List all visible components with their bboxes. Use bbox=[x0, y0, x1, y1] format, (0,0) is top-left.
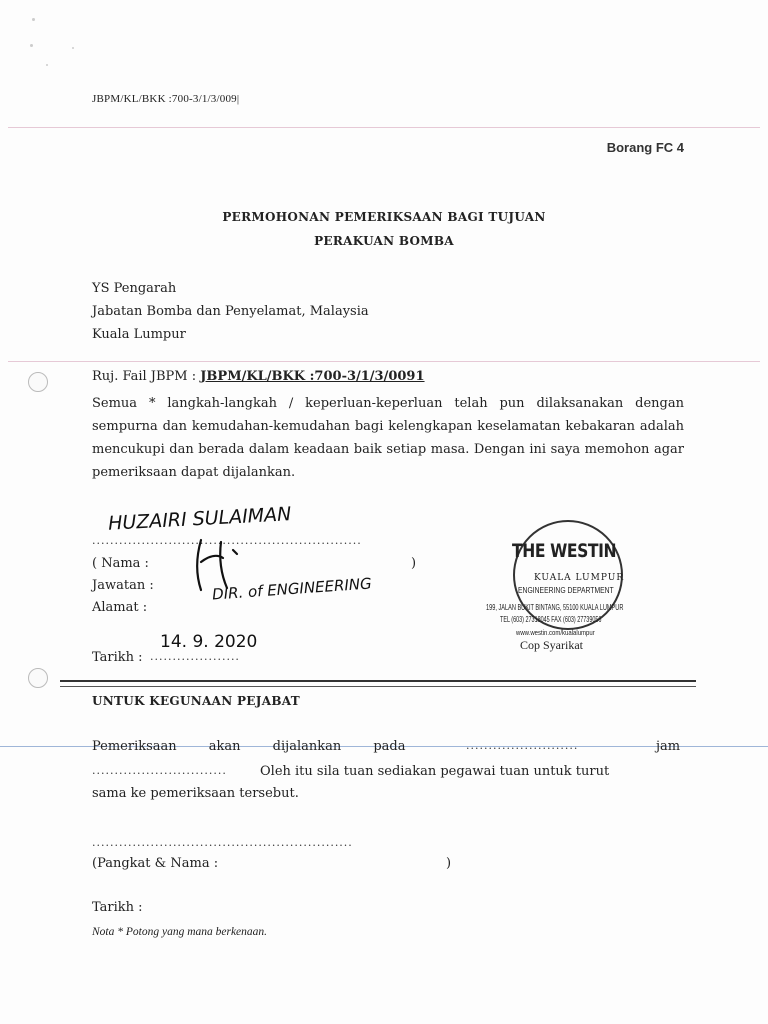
officer-signature-dots: .......................................................... bbox=[92, 836, 353, 849]
inspection-date-dots: ......................... bbox=[466, 739, 579, 752]
handwritten-name: HUZAIRI SULAIMAN bbox=[107, 503, 292, 535]
scan-speck bbox=[32, 18, 35, 21]
scan-line bbox=[8, 361, 760, 362]
stamp-address: 199, JALAN BUKIT BINTANG, 55100 KUALA LUMPUR bbox=[486, 603, 624, 612]
stamp-department: ENGINEERING DEPARTMENT bbox=[518, 586, 614, 595]
handwritten-date: 14. 9. 2020 bbox=[160, 632, 258, 652]
file-reference-label: Ruj. Fail JBPM : bbox=[92, 369, 197, 384]
position-label: Jawatan : bbox=[92, 578, 154, 593]
stamp-brand: THE WESTIN bbox=[512, 540, 617, 562]
signature-dotted-line: ............................................................ bbox=[92, 534, 362, 547]
document-title-line2: PERAKUAN BOMBA bbox=[314, 234, 454, 248]
addressee-block bbox=[92, 277, 369, 346]
stamp-web: www.westin.com/kualalumpur bbox=[516, 628, 595, 637]
form-code: Borang FC 4 bbox=[606, 140, 684, 155]
inspection-line1-text: Pemeriksaan akan dijalankan pada bbox=[92, 739, 406, 754]
reference-number-top: JBPM/KL/BKK :700-3/1/3/009| bbox=[92, 93, 240, 105]
file-reference-value: JBPM/KL/BKK :700-3/1/3/0091 bbox=[200, 369, 425, 384]
date-label: Tarikh : bbox=[92, 650, 143, 665]
name-close-paren: ) bbox=[411, 556, 417, 571]
request-paragraph: Semua * langkah-langkah / keperluan-keperluan telah pun dilaksanakan dengan sempurna dan kemudahan-kemudahan bagi kelengkapan keselamatan kebakaran adalah mencukupi dan berada dalam keadaan baik setiap masa. Dengan ini saya memohon agar pemeriksaan dapat dijalankan. bbox=[92, 396, 684, 480]
inspection-time-label: jam bbox=[656, 739, 681, 754]
name-label: ( Nama : bbox=[92, 556, 149, 571]
inspection-time-dots: .............................. bbox=[92, 764, 227, 777]
stamp-caption: Cop Syarikat bbox=[520, 638, 583, 652]
inspection-line2-text: Oleh itu sila tuan sediakan pegawai tuan untuk turut bbox=[260, 764, 610, 779]
inspection-line3-text: sama ke pemeriksaan tersebut. bbox=[92, 786, 299, 801]
scan-speck bbox=[72, 47, 74, 49]
address-label: Alamat : bbox=[92, 600, 148, 615]
office-date-label: Tarikh : bbox=[92, 900, 143, 915]
scan-speck bbox=[30, 44, 33, 47]
date-dots: .................... bbox=[150, 650, 240, 663]
office-use-heading: UNTUK KEGUNAAN PEJABAT bbox=[92, 694, 300, 708]
scan-line bbox=[8, 127, 760, 128]
stamp-phone: TEL (603) 27318045 FAX (603) 27739056 bbox=[500, 615, 602, 624]
stamp-city: KUALA LUMPUR bbox=[534, 573, 625, 583]
document-title-line1: PERMOHONAN PEMERIKSAAN BAGI TUJUAN bbox=[222, 210, 546, 224]
addressee-line: YS Pengarah bbox=[92, 281, 177, 296]
section-divider bbox=[60, 680, 696, 687]
scan-speck bbox=[46, 64, 48, 66]
footnote: Nota * Potong yang mana berkenaan. bbox=[92, 926, 268, 938]
rank-name-close-paren: ) bbox=[446, 856, 452, 871]
file-reference bbox=[92, 369, 425, 384]
punch-hole bbox=[28, 372, 48, 392]
rank-name-label: (Pangkat & Nama : bbox=[92, 856, 219, 871]
punch-hole bbox=[28, 668, 48, 688]
handwritten-position: DIR. of ENGINEERING bbox=[211, 574, 373, 604]
addressee-line: Kuala Lumpur bbox=[92, 327, 186, 342]
addressee-line: Jabatan Bomba dan Penyelamat, Malaysia bbox=[92, 304, 369, 319]
